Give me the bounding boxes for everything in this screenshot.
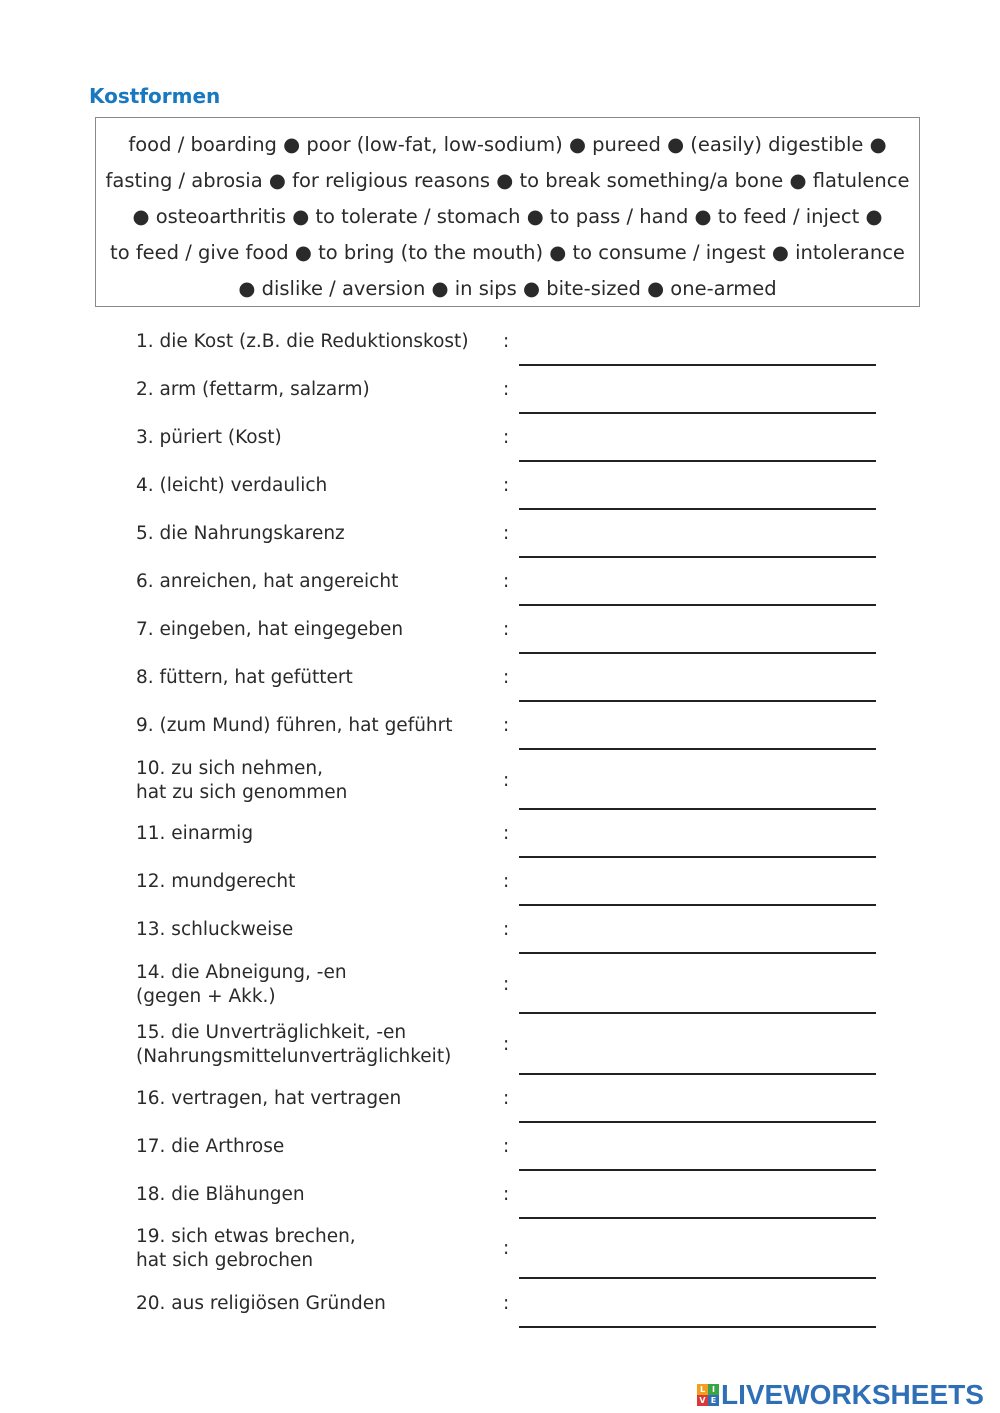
- item-label: [136, 1087, 401, 1111]
- item-colon: :: [503, 1238, 510, 1259]
- item-label-line: 17. die Arthrose: [136, 1136, 285, 1157]
- item-label: [136, 918, 293, 942]
- word-bank-line: ● osteoarthritis ● to tolerate / stomach ● to pass / hand ● to feed / inject ●: [132, 205, 883, 228]
- item-label: [136, 714, 453, 738]
- answer-input[interactable]: [519, 626, 876, 654]
- item-label: [136, 1225, 356, 1273]
- liveworksheets-logo: [697, 1380, 984, 1410]
- answer-input[interactable]: [519, 1095, 876, 1123]
- word-bank: [95, 117, 920, 307]
- item-label-line: 14. die Abneigung, -en: [136, 962, 347, 983]
- item-label-line: 8. füttern, hat gefüttert: [136, 667, 353, 688]
- word-bank-line: food / boarding ● poor (low-fat, low-sodium) ● pureed ● (easily) digestible ●: [128, 133, 887, 156]
- answer-input[interactable]: [519, 1251, 876, 1279]
- item-colon: :: [503, 770, 510, 791]
- item-label: [136, 474, 327, 498]
- item-colon: :: [503, 871, 510, 892]
- item-label: [136, 961, 347, 1009]
- item-label: [136, 666, 353, 690]
- item-label: [136, 570, 398, 594]
- item-label-line: hat zu sich genommen: [136, 782, 348, 803]
- answer-input[interactable]: [519, 926, 876, 954]
- item-label: [136, 822, 253, 846]
- item-colon: :: [503, 1293, 510, 1314]
- answer-input[interactable]: [519, 986, 876, 1014]
- word-bank-line: to feed / give food ● to bring (to the mouth) ● to consume / ingest ● intolerance: [110, 241, 905, 264]
- answer-input[interactable]: [519, 674, 876, 702]
- item-label-line: 11. einarmig: [136, 823, 254, 844]
- item-label: [136, 618, 403, 642]
- answer-input[interactable]: [519, 434, 876, 462]
- item-colon: :: [503, 1088, 510, 1109]
- word-bank-line: ● dislike / aversion ● in sips ● bite-sized ● one-armed: [238, 277, 777, 300]
- item-colon: :: [503, 823, 510, 844]
- item-label-line: 1. die Kost (z.B. die Reduktionskost): [136, 331, 469, 352]
- answer-input[interactable]: [519, 386, 876, 414]
- item-label-line: (gegen + Akk.): [136, 986, 276, 1007]
- item-label-line: 7. eingeben, hat eingegeben: [136, 619, 404, 640]
- item-colon: :: [503, 1136, 510, 1157]
- answer-input[interactable]: [519, 1191, 876, 1219]
- item-label-line: 2. arm (fettarm, salzarm): [136, 379, 370, 400]
- item-label: [136, 757, 347, 805]
- answer-input[interactable]: [519, 482, 876, 510]
- item-label: [136, 1183, 305, 1207]
- item-label: [136, 426, 282, 450]
- item-label-line: 9. (zum Mund) führen, hat geführt: [136, 715, 453, 736]
- item-label: [136, 1021, 451, 1069]
- item-colon: :: [503, 475, 510, 496]
- answer-input[interactable]: [519, 830, 876, 858]
- item-colon: :: [503, 427, 510, 448]
- item-colon: :: [503, 1034, 510, 1055]
- item-label: [136, 1292, 386, 1316]
- answer-input[interactable]: [519, 782, 876, 810]
- item-label: [136, 378, 370, 402]
- item-label-line: 10. zu sich nehmen,: [136, 758, 324, 779]
- item-colon: :: [503, 379, 510, 400]
- answer-input[interactable]: [519, 338, 876, 366]
- logo-icon: L I V E: [697, 1384, 719, 1406]
- answer-input[interactable]: [519, 530, 876, 558]
- item-label-line: 16. vertragen, hat vertragen: [136, 1088, 402, 1109]
- item-label-line: 13. schluckweise: [136, 919, 294, 940]
- item-label-line: 19. sich etwas brechen,: [136, 1226, 356, 1247]
- item-label-line: 5. die Nahrungskarenz: [136, 523, 345, 544]
- item-label-line: 12. mundgerecht: [136, 871, 296, 892]
- logo-text: LIVEWORKSHEETS: [721, 1379, 984, 1410]
- item-colon: :: [503, 1184, 510, 1205]
- answer-input[interactable]: [519, 578, 876, 606]
- item-label-line: 18. die Blähungen: [136, 1184, 305, 1205]
- item-colon: :: [503, 523, 510, 544]
- item-colon: :: [503, 667, 510, 688]
- item-label: [136, 1135, 284, 1159]
- item-label-line: 15. die Unverträglichkeit, -en: [136, 1022, 407, 1043]
- item-colon: :: [503, 619, 510, 640]
- item-colon: :: [503, 974, 510, 995]
- item-label-line: (Nahrungsmittelunverträglichkeit): [136, 1046, 452, 1067]
- answer-input[interactable]: [519, 1300, 876, 1328]
- item-label: [136, 330, 469, 354]
- item-colon: :: [503, 715, 510, 736]
- answer-input[interactable]: [519, 1047, 876, 1075]
- item-label-line: 6. anreichen, hat angereicht: [136, 571, 399, 592]
- word-bank-line: fasting / abrosia ● for religious reasons ● to break something/a bone ● flatulence: [105, 169, 910, 192]
- item-label-line: 3. püriert (Kost): [136, 427, 282, 448]
- item-colon: :: [503, 571, 510, 592]
- answer-input[interactable]: [519, 1143, 876, 1171]
- item-colon: :: [503, 919, 510, 940]
- item-label: [136, 870, 295, 894]
- page-title: Kostformen: [89, 84, 221, 108]
- item-label: [136, 522, 345, 546]
- item-colon: :: [503, 331, 510, 352]
- item-label-line: hat sich gebrochen: [136, 1250, 314, 1271]
- item-label-line: 4. (leicht) verdaulich: [136, 475, 328, 496]
- answer-input[interactable]: [519, 722, 876, 750]
- item-label-line: 20. aus religiösen Gründen: [136, 1293, 386, 1314]
- answer-input[interactable]: [519, 878, 876, 906]
